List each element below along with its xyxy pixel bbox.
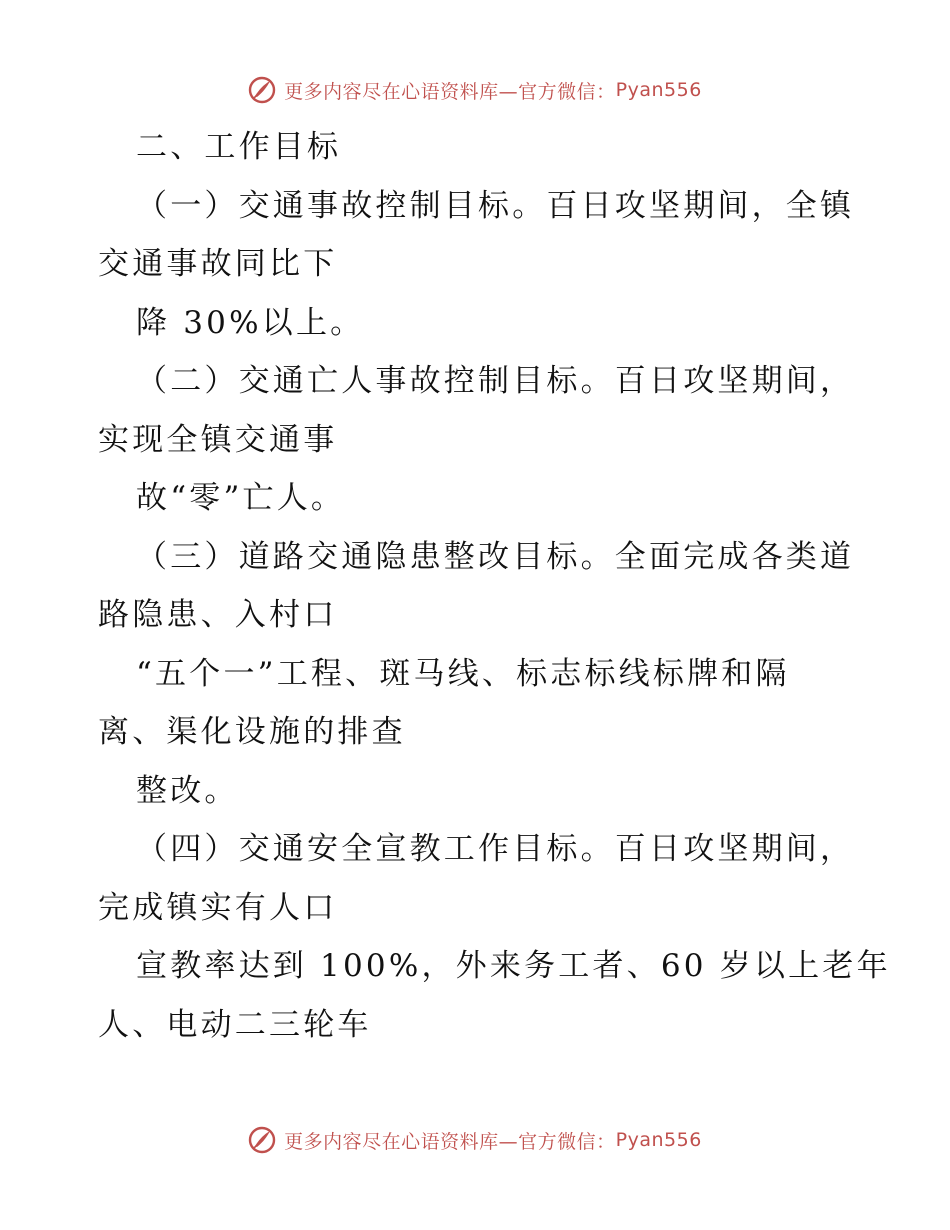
- watermark-contact: Pyan556: [615, 1129, 702, 1151]
- header-watermark: [0, 70, 950, 110]
- quill-logo-icon: [248, 1126, 276, 1154]
- text-line: （一）交通事故控制目标。百日攻坚期间，全镇: [136, 187, 855, 224]
- document-body: [98, 118, 891, 1054]
- text-line: 完成镇实有人口: [98, 889, 338, 926]
- text-line: 宣教率达到 100%，外来务工者、60 岁以上老年: [136, 948, 891, 984]
- watermark-contact: Pyan556: [615, 79, 702, 101]
- text-line: 故“零”亡人。: [136, 480, 346, 516]
- quill-logo-icon: [248, 76, 276, 104]
- text-line: 路隐患、入村口: [98, 597, 338, 633]
- text-line: 交通事故同比下: [98, 246, 338, 282]
- text-line: 降 30%以上。: [136, 304, 365, 341]
- watermark-text: 更多内容尽在心语资料库—官方微信：: [284, 1130, 616, 1153]
- footer-watermark: [0, 1120, 950, 1160]
- text-line: 整改。: [136, 772, 239, 809]
- text-line: （二）交通亡人事故控制目标。百日攻坚期间，: [136, 363, 855, 399]
- text-line: 人、电动二三轮车: [98, 1006, 372, 1043]
- text-line: （四）交通安全宣教工作目标。百日攻坚期间，: [136, 831, 855, 867]
- text-line: （三）道路交通隐患整改目标。全面完成各类道: [136, 538, 855, 575]
- watermark-text: 更多内容尽在心语资料库—官方微信：: [284, 80, 616, 103]
- text-line: 二、工作目标: [136, 129, 342, 165]
- text-line: 实现全镇交通事: [98, 421, 338, 458]
- text-line: 离、渠化设施的排查: [98, 714, 406, 750]
- text-line: “五个一”工程、斑马线、标志标线标牌和隔: [136, 655, 790, 692]
